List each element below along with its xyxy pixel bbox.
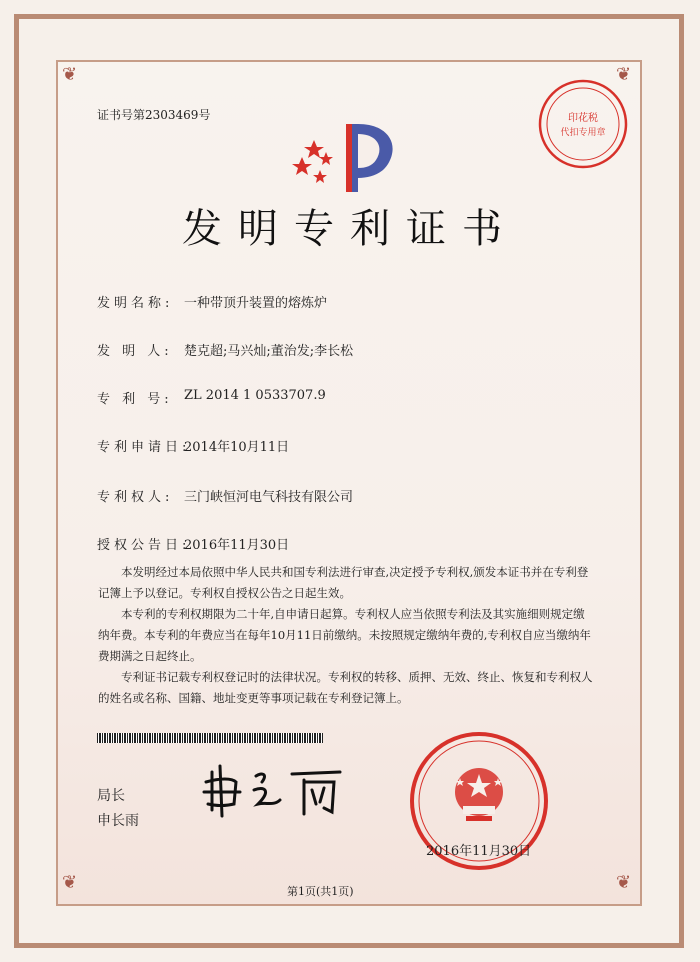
page-title: 发明专利证书 bbox=[182, 206, 518, 252]
svg-text:代扣专用章: 代扣专用章 bbox=[560, 128, 606, 138]
page-number: 第1页(共1页) bbox=[287, 885, 354, 898]
field-label-inventors: 发 明 人: bbox=[97, 344, 173, 359]
corner-ornament-bottom-left: ❦ bbox=[62, 872, 78, 893]
field-label-invention-name: 发明名称: bbox=[97, 296, 174, 311]
field-value-invention-name: 一种带顶升装置的熔炼炉 bbox=[184, 296, 328, 311]
field-value-application-date: 2014年10月11日 bbox=[184, 440, 290, 455]
director-name: 申长雨 bbox=[97, 813, 139, 829]
patent-office-logo bbox=[292, 112, 404, 196]
paragraph-term-statement: 本专利的专利权期限为二十年,自申请日起算。专利权人应当依照专利法及其实施细则规定缴纳年费。本专利的年费应当在每年10月11日前缴纳。未按照规定缴纳年费的,专利权自应当缴纳年费期满之日起终止。 bbox=[98, 607, 591, 663]
corner-ornament-top-left: ❦ bbox=[62, 64, 78, 85]
corner-ornament-top-right: ❦ bbox=[616, 64, 632, 85]
field-label-patent-number: 专 利 号: bbox=[97, 392, 173, 407]
director-title: 局长 bbox=[97, 788, 125, 804]
paragraph-grant-statement: 本发明经过本局依照中华人民共和国专利法进行审查,决定授予专利权,颁发本证书并在专利登记簿上予以登记。专利权自授权公告之日起生效。 bbox=[98, 565, 589, 600]
svg-text:印花税: 印花税 bbox=[568, 113, 598, 124]
director-signature bbox=[200, 760, 350, 820]
field-value-patent-number: ZL 2014 1 0533707.9 bbox=[184, 388, 326, 403]
field-label-application-date: 专利申请日: bbox=[97, 440, 191, 455]
field-label-grant-date: 授权公告日: bbox=[97, 538, 191, 553]
field-label-patentee: 专利权人: bbox=[97, 490, 174, 505]
barcode bbox=[97, 733, 323, 743]
paragraph-legal-status: 专利证书记载专利权登记时的法律状况。专利权的转移、质押、无效、终止、恢复和专利权人的姓名或名称、国籍、地址变更等事项记载在专利登记簿上。 bbox=[98, 670, 593, 705]
certificate-number: 证书号第2303469号 bbox=[97, 108, 211, 122]
corner-ornament-bottom-right: ❦ bbox=[616, 872, 632, 893]
field-value-grant-date: 2016年11月30日 bbox=[184, 538, 290, 553]
seal-date: 2016年11月30日 bbox=[426, 844, 532, 859]
field-value-patentee: 三门峡恒河电气科技有限公司 bbox=[184, 490, 354, 505]
tax-stamp-seal bbox=[537, 78, 629, 170]
field-value-inventors: 楚克超;马兴灿;董治发;李长松 bbox=[184, 344, 354, 359]
